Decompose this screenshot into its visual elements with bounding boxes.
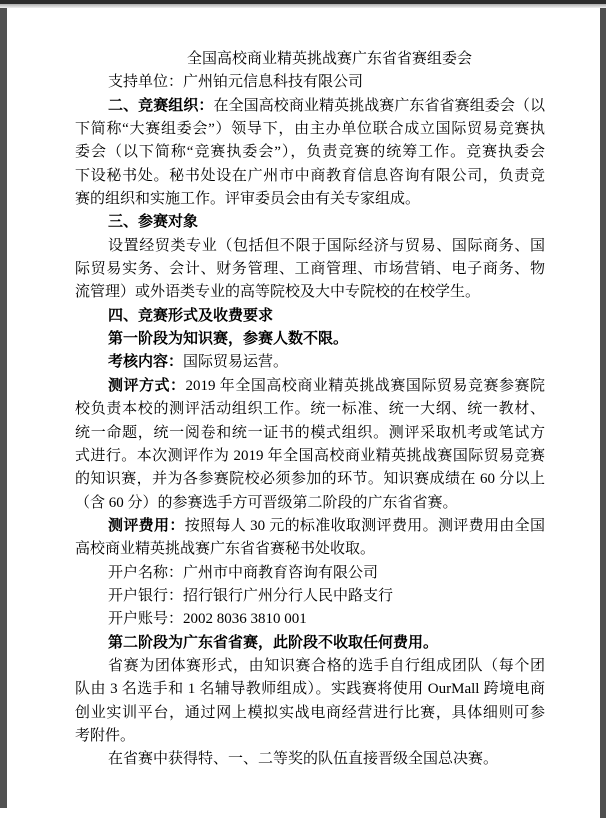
document-line [75, 95, 545, 118]
text-segment: 开户账号：2002 8036 3810 001 [108, 611, 307, 628]
text-segment: 队由 3 名选手和 1 名辅导教师组成）。实践赛将使用 OurMall 跨境电商 [75, 681, 545, 698]
document-line [75, 351, 545, 374]
text-segment: 高校商业精英挑战赛广东省省赛秘书处收取。 [75, 541, 376, 558]
text-segment: 在全国高校商业精英挑战赛广东省省赛组委会（以 [213, 97, 545, 114]
text-segment: 下设秘书处。秘书处设在广州市中商教育信息咨询有限公司，负责竞 [75, 167, 545, 184]
text-segment-bold: 四、竞赛形式及收费要求 [108, 307, 274, 324]
document-line [75, 585, 545, 608]
document-line [75, 562, 545, 585]
document-line [75, 328, 545, 351]
text-segment: 全国高校商业精英挑战赛广东省省赛组委会 [187, 51, 473, 67]
text-segment: 创业实训平台，通过网上模拟实战电商经营进行比赛，具体细则可参 [75, 704, 545, 721]
document-line [75, 211, 545, 234]
document-line [75, 375, 545, 398]
document-line [75, 281, 545, 304]
text-segment: 校负责本校的测评活动组织工作。统一标准、统一大纲、统一教材、 [75, 401, 545, 418]
document-line [75, 702, 545, 725]
text-segment: 委会（以下简称“竞赛执委会”），负责竞赛的统筹工作。竞赛执委会 [75, 144, 545, 161]
text-segment-bold: 二、竞赛组织： [108, 97, 214, 114]
document-line [75, 655, 545, 678]
text-segment-bold: 测评费用： [108, 517, 185, 534]
document-line [75, 118, 545, 141]
document-line [75, 678, 545, 701]
document-page [75, 48, 545, 772]
document-line [75, 468, 545, 491]
document-line [75, 515, 545, 538]
text-segment: 省赛为团体赛形式，由知识赛合格的选手自行组成团队（每个团 [108, 657, 545, 674]
text-segment: 赛的组织和实施工作。评审委员会由有关专家组成。 [75, 191, 421, 208]
document-line [75, 165, 545, 188]
document-line [75, 748, 545, 771]
text-segment: 支持单位：广州铂元信息科技有限公司 [108, 74, 364, 91]
document-line [75, 398, 545, 421]
viewer-frame-right [600, 8, 606, 818]
text-segment: 统一命题，统一阅卷和统一证书的模式组织。测评采取机考或笔试方 [75, 424, 545, 441]
text-segment-bold: 考核内容： [108, 354, 184, 371]
text-segment: （含 60 分）的参赛选手方可晋级第二阶段的广东省省赛。 [75, 494, 458, 511]
text-segment: 设置经贸类专业（包括但不限于国际经济与贸易、国际商务、国 [108, 237, 545, 254]
text-segment: 下简称“大赛组委会”）领导下，由主办单位联合成立国际贸易竞赛执 [75, 121, 545, 138]
document-line [75, 71, 545, 94]
document-line [75, 258, 545, 281]
text-segment-bold: 第二阶段为广东省省赛，此阶段不收取任何费用。 [108, 634, 439, 651]
viewer-frame-top-shadow [0, 4, 606, 8]
text-segment: 考附件。 [75, 727, 136, 744]
text-segment: 流管理）或外语类专业的高等院校及大中专院校的在校学生。 [75, 284, 481, 301]
document-line [75, 305, 545, 328]
document-line [75, 445, 545, 468]
text-segment: 按照每人 30 元的标准收取测评费用。测评费用由全国 [184, 517, 545, 534]
text-segment: 开户银行：招行银行广州分行人民中路支行 [108, 587, 394, 604]
document-line [75, 188, 545, 211]
text-segment: 际贸易实务、会计、财务管理、工商管理、市场营销、电子商务、物 [75, 261, 545, 278]
document-line [75, 608, 545, 631]
document-line [75, 725, 545, 748]
text-segment-bold: 测评方式： [108, 377, 186, 394]
text-segment: 开户名称：广州市中商教育咨询有限公司 [108, 564, 379, 581]
document-line [75, 141, 545, 164]
text-segment: 2019 年全国高校商业精英挑战赛国际贸易竞赛参赛院 [185, 377, 545, 394]
document-line [75, 422, 545, 445]
text-segment-bold: 三、参赛对象 [108, 214, 199, 231]
document-line [75, 632, 545, 655]
text-segment-bold: 第一阶段为知识赛，参赛人数不限。 [108, 331, 349, 348]
document-title [75, 48, 545, 71]
text-segment: 国际贸易运营。 [183, 354, 289, 371]
text-segment: 式进行。本次测评作为 2019 年全国高校商业精英挑战赛国际贸易竞赛 [75, 447, 545, 464]
viewer-frame-left [0, 8, 7, 808]
document-line [75, 235, 545, 258]
document-line [75, 538, 545, 561]
text-segment: 在省赛中获得特、一、二等奖的队伍直接晋级全国总决赛。 [108, 751, 499, 768]
text-segment: 的知识赛，并为各参赛院校必须参加的环节。知识赛成绩在 60 分以上 [75, 471, 545, 488]
document-line [75, 492, 545, 515]
